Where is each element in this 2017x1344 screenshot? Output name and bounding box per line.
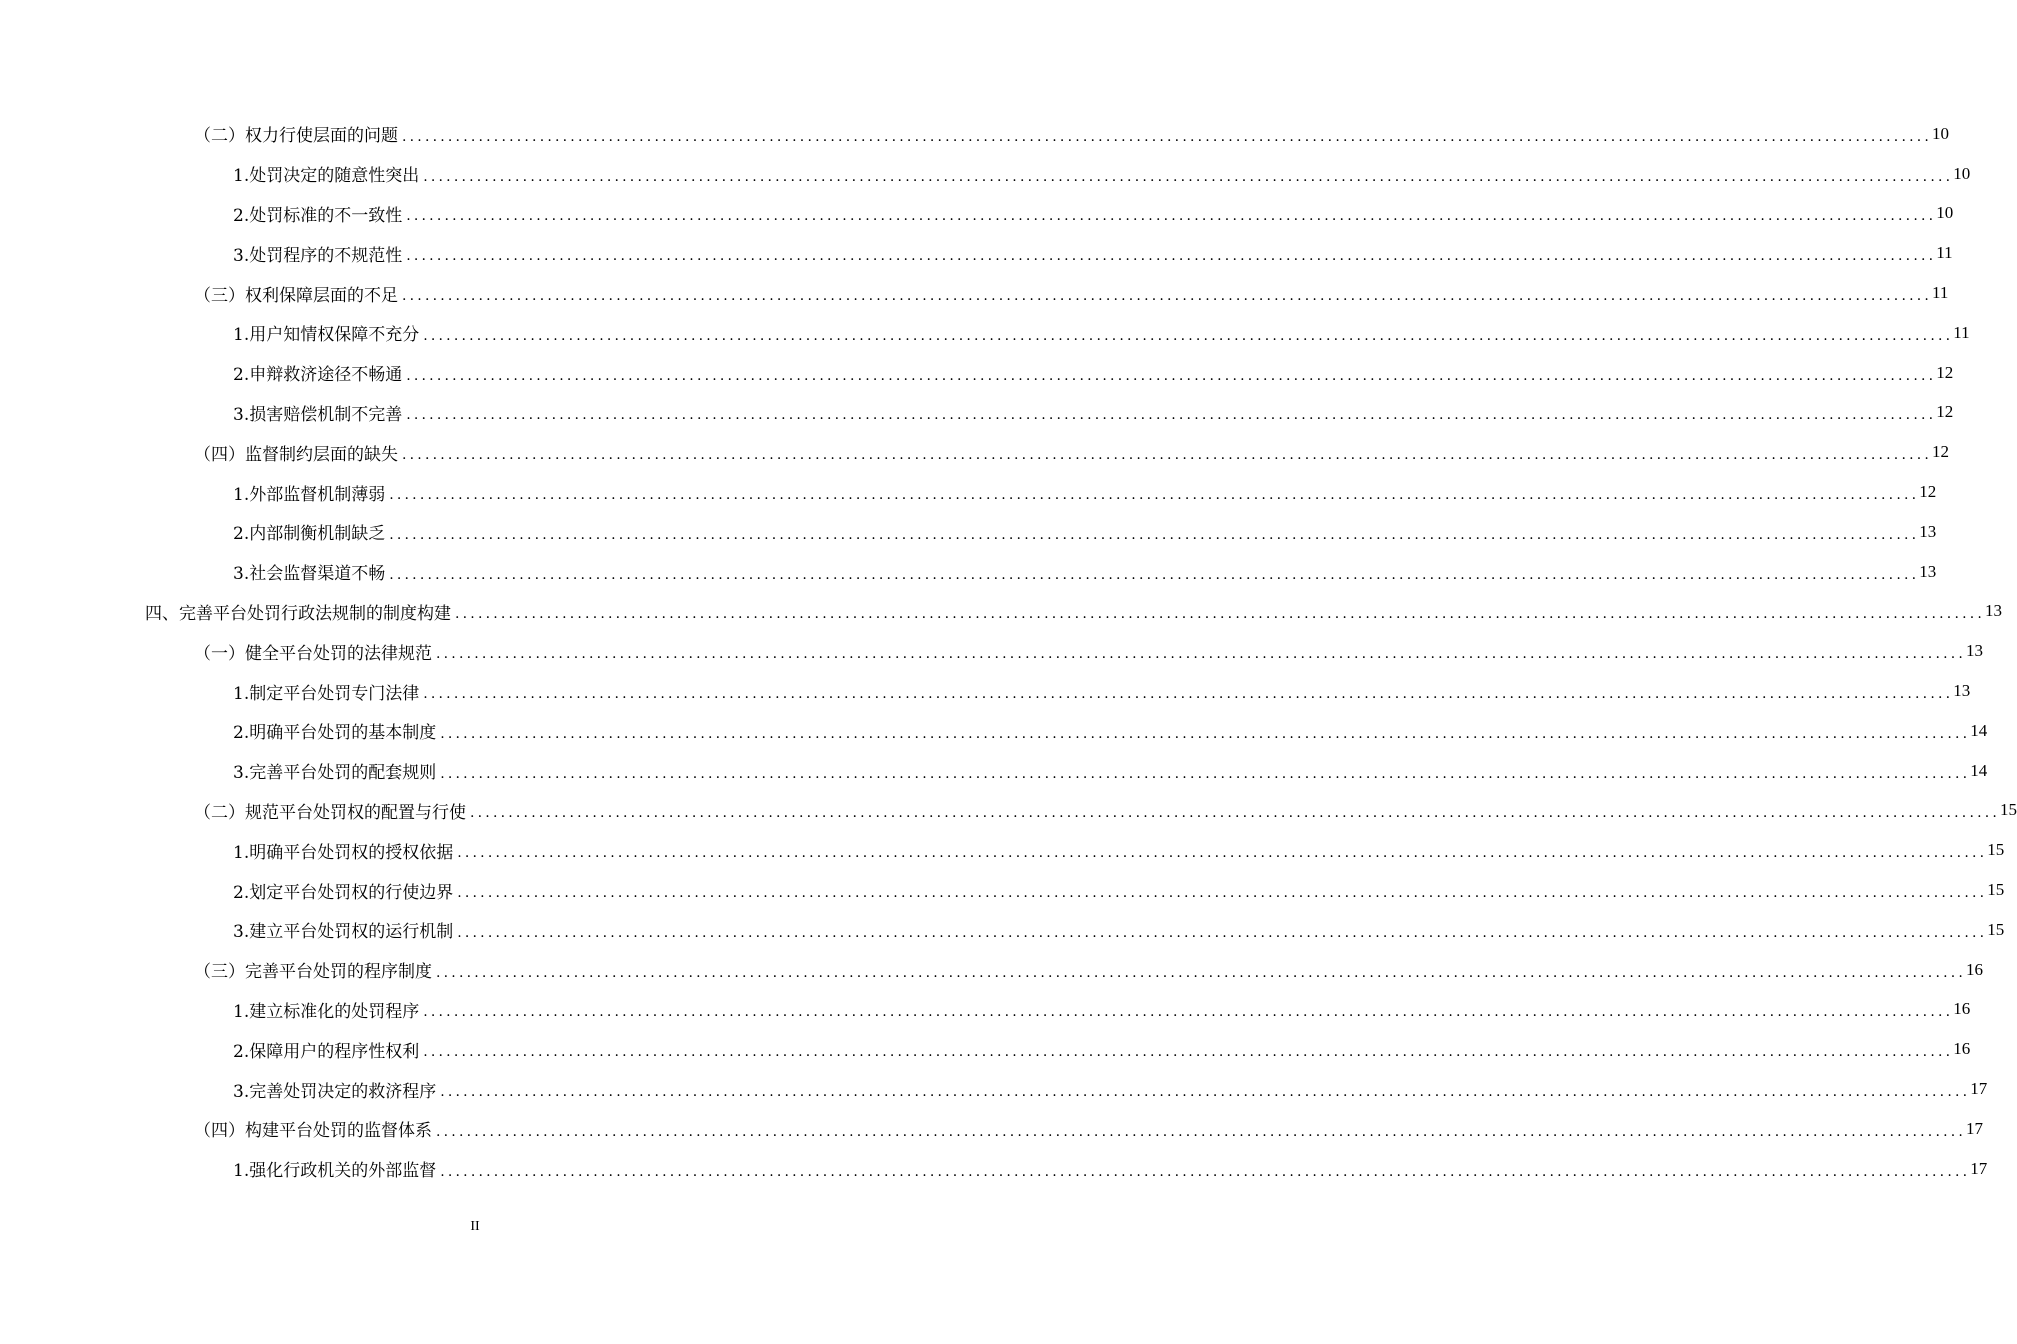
toc-entry[interactable] (0, 1109, 1984, 1149)
toc-dot-leader: ........................................................................................................................................................................................................ (457, 885, 1988, 902)
toc-dot-leader: ........................................................................................................................................................................................................ (423, 686, 1954, 703)
toc-page-number: 14 (1970, 760, 1988, 780)
toc-page-number: 10 (1932, 123, 1950, 143)
toc-entry-title: 1.外部监督机制薄弱 (233, 480, 389, 505)
toc-dot-leader: ........................................................................................................................................................................................................ (389, 487, 1920, 504)
toc-dot-leader: ........................................................................................................................................................................................................ (436, 646, 1967, 663)
toc-entry-title: （三）完善平台处罚的程序制度 (194, 957, 436, 982)
toc-page-number: 17 (1966, 1118, 1984, 1138)
toc-page-number: 16 (1953, 1039, 1971, 1059)
toc-entry[interactable] (0, 432, 1950, 472)
toc-dot-leader: ........................................................................................................................................................................................................ (470, 805, 2001, 822)
table-of-contents (0, 114, 2017, 1189)
toc-entry-title: （二）权力行使层面的问题 (194, 121, 402, 146)
toc-entry[interactable] (0, 870, 2005, 910)
toc-page-number: 10 (1936, 203, 1954, 223)
toc-dot-leader: ........................................................................................................................................................................................................ (423, 327, 1954, 344)
toc-page-number: 17 (1970, 1158, 1988, 1178)
toc-entry-title: （四）监督制约层面的缺失 (194, 440, 402, 465)
toc-entry-title: 1.用户知情权保障不充分 (233, 320, 423, 345)
toc-dot-leader: ........................................................................................................................................................................................................ (423, 168, 1954, 185)
toc-entry-title: （二）规范平台处罚权的配置与行使 (194, 798, 470, 823)
toc-page-number: 12 (1936, 362, 1954, 382)
toc-page-number: 13 (1953, 681, 1971, 701)
toc-page-number: 11 (1932, 283, 1949, 303)
page-number-footer: II (470, 1219, 480, 1234)
toc-entry-title: 2.划定平台处罚权的行使边界 (233, 878, 457, 903)
toc-dot-leader: ........................................................................................................................................................................................................ (402, 288, 1933, 305)
toc-entry[interactable] (0, 592, 2003, 632)
toc-page-number: 13 (1966, 641, 1984, 661)
toc-page-number: 16 (1966, 959, 1984, 979)
toc-dot-leader: ........................................................................................................................................................................................................ (389, 526, 1920, 543)
toc-entry-title: 2.处罚标准的不一致性 (233, 201, 406, 226)
toc-dot-leader: ........................................................................................................................................................................................................ (402, 128, 1933, 145)
toc-dot-leader: ........................................................................................................................................................................................................ (423, 1004, 1954, 1021)
toc-page-number: 12 (1919, 482, 1937, 502)
toc-dot-leader: ........................................................................................................................................................................................................ (402, 447, 1933, 464)
toc-entry[interactable] (0, 154, 1971, 194)
toc-entry-title: 2.内部制衡机制缺乏 (233, 519, 389, 544)
toc-dot-leader: ........................................................................................................................................................................................................ (457, 924, 1988, 941)
toc-page-number: 15 (1987, 919, 2005, 939)
toc-entry-title: 1.建立标准化的处罚程序 (233, 997, 423, 1022)
toc-dot-leader: ........................................................................................................................................................................................................ (455, 606, 1986, 623)
toc-dot-leader: ........................................................................................................................................................................................................ (436, 1123, 1967, 1140)
toc-dot-leader: ........................................................................................................................................................................................................ (436, 964, 1967, 981)
toc-dot-leader: ........................................................................................................................................................................................................ (406, 208, 1937, 225)
toc-entry-title: 1.处罚决定的随意性突出 (233, 161, 423, 186)
toc-entry[interactable] (0, 1069, 1988, 1109)
toc-entry-title: （一）健全平台处罚的法律规范 (194, 639, 436, 664)
toc-page-number: 11 (1953, 322, 1970, 342)
toc-entry[interactable] (0, 393, 1954, 433)
toc-entry[interactable] (0, 1149, 1988, 1189)
toc-entry-title: 2.明确平台处罚的基本制度 (233, 718, 440, 743)
toc-entry-title: 3.建立平台处罚权的运行机制 (233, 917, 457, 942)
toc-entry[interactable] (0, 472, 1937, 512)
toc-entry-title: 3.完善平台处罚的配套规则 (233, 758, 440, 783)
toc-entry[interactable] (0, 631, 1984, 671)
toc-page-number: 12 (1936, 402, 1954, 422)
toc-entry-title: 3.损害赔偿机制不完善 (233, 400, 406, 425)
toc-entry[interactable] (0, 990, 1971, 1030)
toc-entry[interactable] (0, 711, 1988, 751)
toc-page-number: 13 (1919, 521, 1937, 541)
toc-dot-leader: ........................................................................................................................................................................................................ (440, 765, 1971, 782)
toc-entry[interactable] (0, 353, 1954, 393)
toc-dot-leader: ........................................................................................................................................................................................................ (406, 248, 1937, 265)
toc-entry-title: 1.强化行政机关的外部监督 (233, 1156, 440, 1181)
toc-entry-title: 1.制定平台处罚专门法律 (233, 679, 423, 704)
toc-page-number: 10 (1953, 163, 1971, 183)
toc-entry[interactable] (0, 233, 1953, 273)
toc-page-number: 11 (1936, 243, 1953, 263)
toc-entry[interactable] (0, 313, 1970, 353)
toc-entry[interactable] (0, 552, 1937, 592)
toc-page-number: 16 (1953, 999, 1971, 1019)
toc-entry[interactable] (0, 791, 2017, 831)
toc-entry[interactable] (0, 114, 1950, 154)
toc-dot-leader: ........................................................................................................................................................................................................ (440, 1084, 1971, 1101)
toc-entry[interactable] (0, 830, 2005, 870)
toc-dot-leader: ........................................................................................................................................................................................................ (457, 845, 1988, 862)
toc-dot-leader: ........................................................................................................................................................................................................ (423, 1044, 1954, 1061)
toc-entry-title: （三）权利保障层面的不足 (194, 281, 402, 306)
toc-entry[interactable] (0, 671, 1971, 711)
toc-page-number: 14 (1970, 720, 1988, 740)
toc-entry[interactable] (0, 194, 1954, 234)
toc-page-number: 17 (1970, 1079, 1988, 1099)
toc-page-number: 15 (1987, 840, 2005, 860)
toc-entry-title: （四）构建平台处罚的监督体系 (194, 1116, 436, 1141)
toc-page-number: 12 (1932, 442, 1950, 462)
toc-entry-title: 3.完善处罚决定的救济程序 (233, 1077, 440, 1102)
toc-page-number: 15 (1987, 880, 2005, 900)
toc-page-number: 15 (2000, 800, 2017, 820)
toc-dot-leader: ........................................................................................................................................................................................................ (406, 367, 1937, 384)
toc-entry-title: 3.处罚程序的不规范性 (233, 241, 406, 266)
toc-entry[interactable] (0, 751, 1988, 791)
toc-dot-leader: ........................................................................................................................................................................................................ (440, 725, 1971, 742)
toc-entry-title: 2.申辩救济途径不畅通 (233, 360, 406, 385)
toc-dot-leader: ........................................................................................................................................................................................................ (440, 1163, 1971, 1180)
toc-page-number: 13 (1919, 561, 1937, 581)
toc-entry[interactable] (0, 950, 1984, 990)
toc-entry[interactable] (0, 1029, 1971, 1069)
toc-entry-title: 四、完善平台处罚行政法规制的制度构建 (145, 599, 455, 624)
toc-entry-title: 1.明确平台处罚权的授权依据 (233, 838, 457, 863)
toc-entry-title: 3.社会监督渠道不畅 (233, 559, 389, 584)
toc-entry[interactable] (0, 910, 2005, 950)
toc-entry-title: 2.保障用户的程序性权利 (233, 1037, 423, 1062)
toc-dot-leader: ........................................................................................................................................................................................................ (406, 407, 1937, 424)
toc-entry[interactable] (0, 512, 1937, 552)
toc-page-number: 13 (1985, 601, 2003, 621)
toc-dot-leader: ........................................................................................................................................................................................................ (389, 566, 1920, 583)
toc-entry[interactable] (0, 273, 1949, 313)
